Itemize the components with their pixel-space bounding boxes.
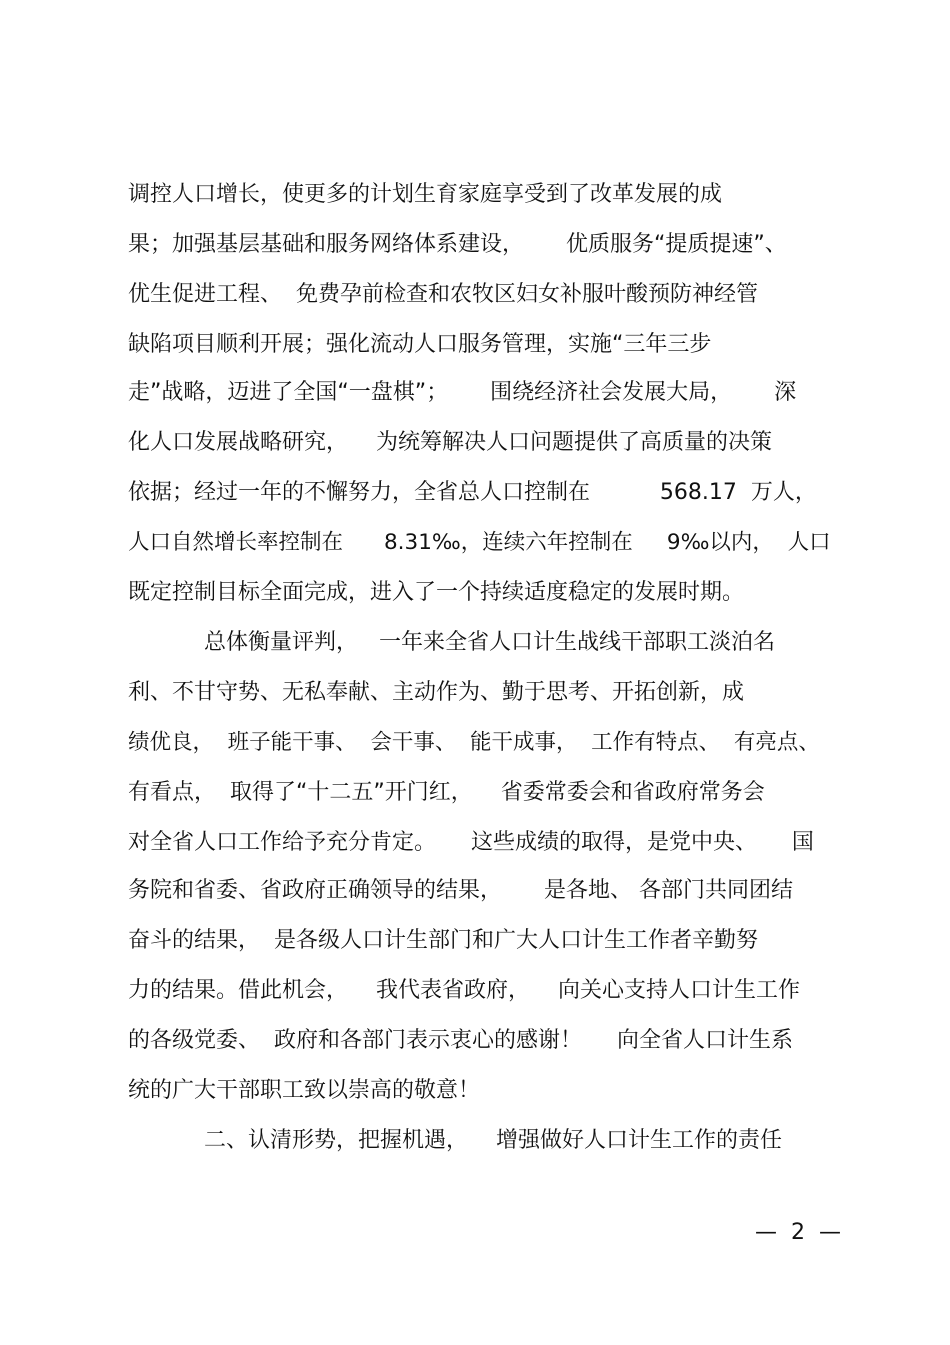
text-line: 化人口发展战略研究， 为统筹解决人口问题提供了高质量的决策 [128, 430, 772, 455]
section-heading: 二、认清形势，把握机遇， 增强做好人口计生工作的责任 [204, 1128, 782, 1153]
text-line: 奋斗的结果， 是各级人口计生部门和广大人口计生工作者辛勤努 [128, 928, 758, 953]
text-line: 既定控制目标全面完成，进入了一个持续适度稳定的发展时期。 [128, 580, 745, 605]
text-line: 总体衡量评判， 一年来全省人口计生战线干部职工淡泊名 [204, 630, 775, 655]
text-line: 果；加强基层基础和服务网络体系建设， 优质服务“提质提速”、 [128, 232, 787, 257]
text-line: 优生促进工程、 免费孕前检查和农牧区妇女补服叶酸预防神经管 [128, 282, 758, 307]
text-line: 走”战略，迈进了全国“一盘棋”； 围绕经济社会发展大局， 深 [128, 380, 797, 405]
text-line: 统的广大干部职工致以崇高的敬意！ [128, 1078, 481, 1103]
text-line: 调控人口增长，使更多的计划生育家庭享受到了改革发展的成 [128, 182, 723, 207]
text-line: 对全省人口工作给予充分肯定。 这些成绩的取得，是党中央、 国 [128, 830, 814, 855]
text-line: 依据；经过一年的不懈努力，全省总人口控制在 568.17 万人， [128, 480, 817, 505]
page-number: — 2 — [755, 1220, 841, 1245]
text-line: 务院和省委、省政府正确领导的结果， 是各地、 各部门共同团结 [128, 878, 793, 903]
text-line: 绩优良， 班子能干事、 会干事、 能干成事， 工作有特点、 有亮点、 [128, 730, 820, 755]
text-line: 利、不甘守势、无私奉献、主动作为、勤于思考、开拓创新，成 [128, 680, 745, 705]
text-line: 缺陷项目顺利开展；强化流动人口服务管理，实施“三年三步 [128, 332, 712, 357]
text-line: 有看点， 取得了“十二五”开门红， 省委常委会和省政府常务会 [128, 780, 765, 805]
text-line: 的各级党委、 政府和各部门表示衷心的感谢！ 向全省人口计生系 [128, 1028, 793, 1053]
text-line: 人口自然增长率控制在 8.31‰，连续六年控制在 9‰以内， 人口 [128, 530, 831, 555]
text-line: 力的结果。借此机会， 我代表省政府， 向关心支持人口计生工作 [128, 978, 800, 1003]
